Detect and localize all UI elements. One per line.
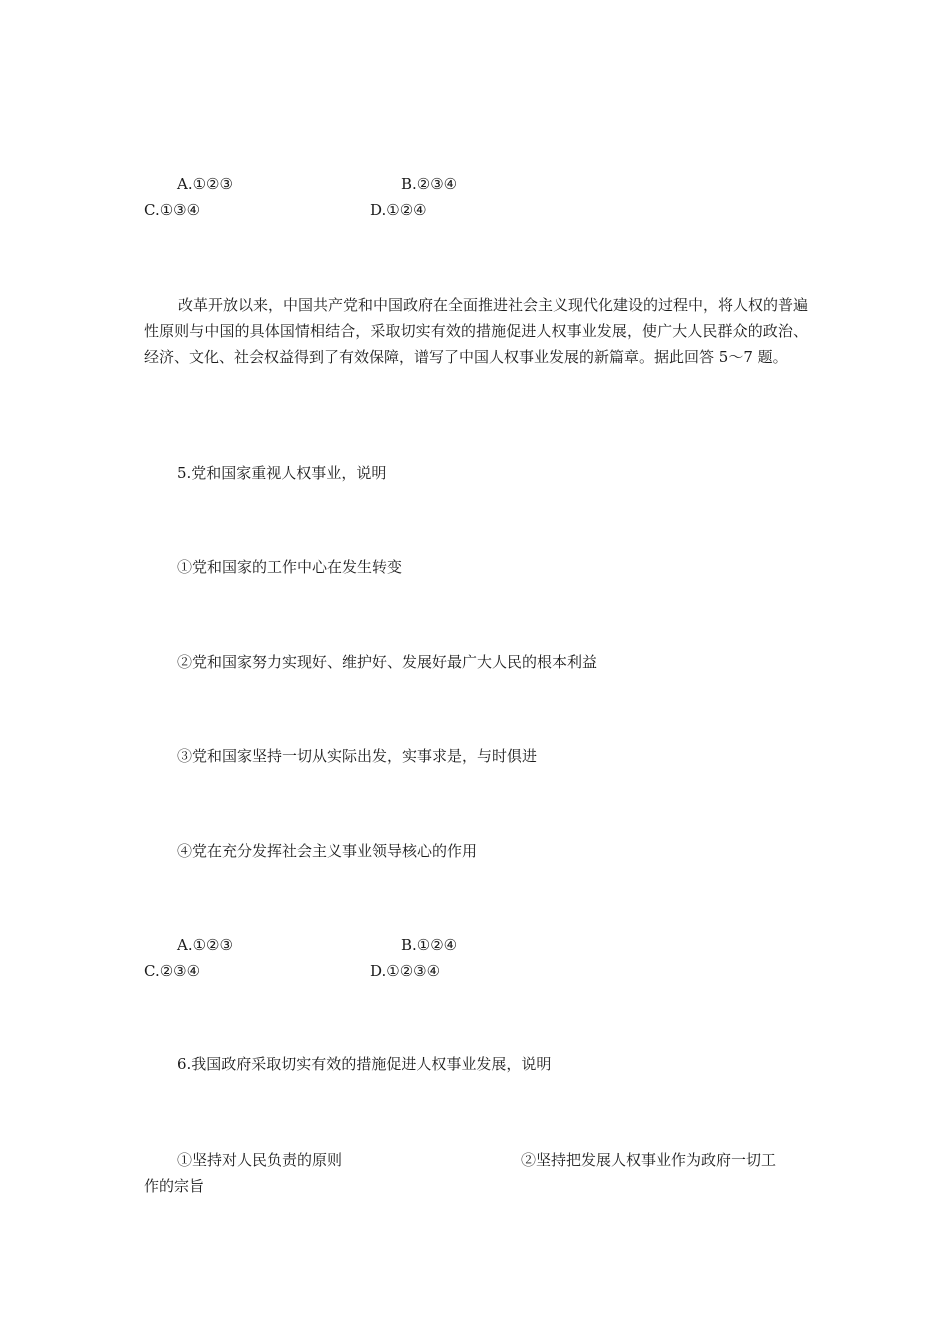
option-d: D.①②④ (370, 201, 427, 219)
q5-item-3: ③党和国家坚持一切从实际出发，实事求是，与时俱进 (177, 747, 538, 765)
q6-item-2-continued: 作的宗旨 (144, 1177, 205, 1195)
q6-item-1: ①坚持对人民负责的原则 (177, 1151, 343, 1169)
q5-item-4: ④党在充分发挥社会主义事业领导核心的作用 (177, 842, 478, 860)
q5-item-1: ①党和国家的工作中心在发生转变 (177, 558, 403, 576)
q5-option-c: C.②③④ (144, 962, 201, 980)
q5-stem: 5.党和国家重视人权事业，说明 (177, 464, 387, 482)
intro-paragraph: 改革开放以来，中国共产党和中国政府在全面推进社会主义现代化建设的过程中，将人权的普遍性原则与中国的具体国情相结合，采取切实有效的措施促进人权事业发展，使广大人民群众的政治、经济、文化、社会权益得到了有效保障，谱写了中国人权事业发展的新篇章。据此回答 5～7 题。 (144, 296, 809, 366)
q5-option-d: D.①②③④ (370, 962, 441, 980)
q6-item-2: ②坚持把发展人权事业作为政府一切工 (521, 1151, 777, 1169)
option-b: B.②③④ (401, 175, 458, 193)
option-a: A.①②③ (177, 175, 233, 193)
q5-option-b: B.①②④ (401, 936, 458, 954)
q5-item-2: ②党和国家努力实现好、维护好、发展好最广大人民的根本利益 (177, 653, 598, 671)
q6-stem: 6.我国政府采取切实有效的措施促进人权事业发展，说明 (177, 1055, 552, 1073)
q5-option-a: A.①②③ (177, 936, 233, 954)
option-c: C.①③④ (144, 201, 201, 219)
